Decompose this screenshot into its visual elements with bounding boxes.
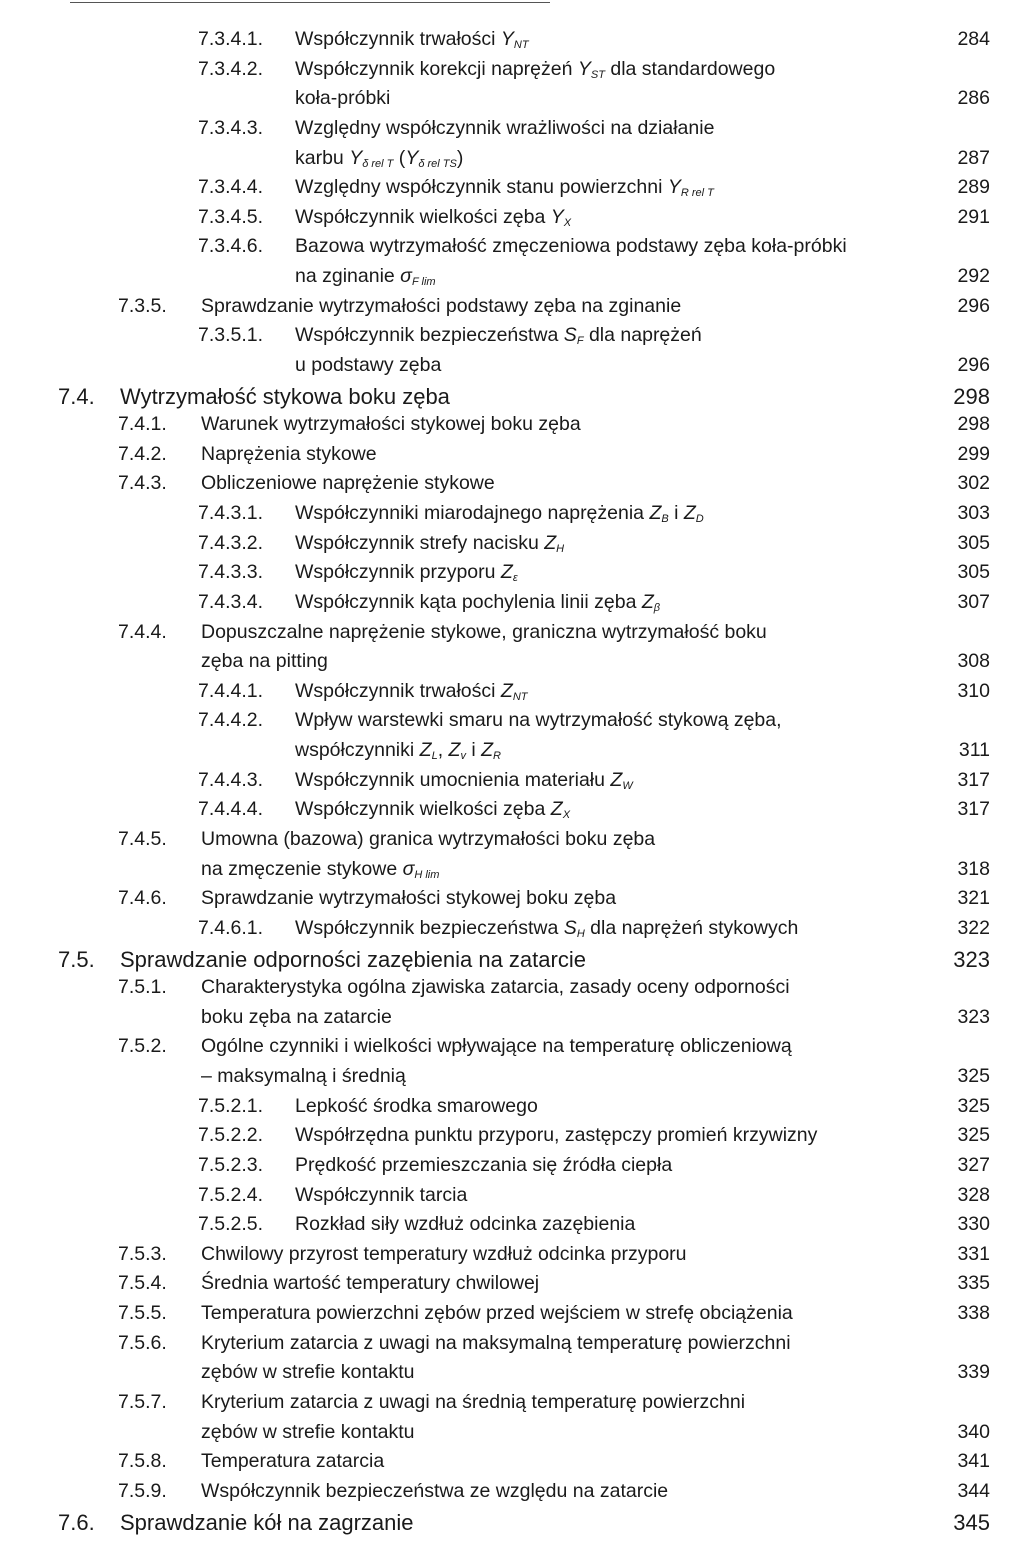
- toc-entry-number: 7.6.: [58, 1509, 95, 1535]
- toc-entry-number: 7.4.3.1.: [198, 502, 264, 525]
- toc-entry-title: na zmęczenie stykowe $\sigma_{H lim}$: [201, 857, 440, 881]
- toc-entry-line: [0, 324, 1032, 354]
- toc-entry-page-number: 321: [957, 887, 990, 910]
- toc-entry-number: 7.5.2.4.: [198, 1183, 264, 1206]
- toc-entry-page-number: 323: [957, 1005, 990, 1028]
- toc-entry-title: Współczynnik strefy nacisku $Z_H$: [295, 531, 565, 555]
- toc-entry-title: koła-próbki: [295, 87, 391, 110]
- toc-entry-title: boku zęba na zatarcie: [201, 1005, 392, 1028]
- page-top-rule: [70, 2, 550, 3]
- toc-entry-number: 7.4.6.1.: [198, 916, 264, 939]
- toc-entry-title: Współczynnik bezpieczeństwa $S_F$ dla naprężeń: [295, 324, 702, 348]
- toc-entry-line: [0, 621, 1032, 651]
- toc-entry-number: 7.4.2.: [118, 442, 167, 465]
- toc-entry-page-number: 317: [957, 798, 990, 821]
- toc-entry-title: Rozkład siły wzdłuż odcinka zazębienia: [295, 1213, 636, 1236]
- toc-entry-number: 7.3.4.3.: [198, 116, 264, 139]
- toc-entry-line: [0, 117, 1032, 147]
- toc-entry-line: [0, 176, 1032, 206]
- toc-entry-line: [0, 1480, 1032, 1510]
- toc-entry-number: 7.5.2.1.: [198, 1094, 264, 1117]
- toc-entry-title: Warunek wytrzymałości stykowej boku zęba: [201, 413, 581, 436]
- toc-entry-number: 7.4.4.1.: [198, 679, 264, 702]
- toc-entry-line: [0, 58, 1032, 88]
- toc-entry-number: 7.5.6.: [118, 1331, 167, 1354]
- toc-entry-line: [0, 976, 1032, 1006]
- toc-entry-title: karbu $Y_{\delta rel T}$ $(Y_{\delta rel TS})$: [295, 146, 464, 170]
- toc-entry-title: Sprawdzanie wytrzymałości podstawy zęba na zginanie: [201, 294, 682, 317]
- toc-entry-line: [0, 591, 1032, 621]
- toc-entry-title: Kryterium zatarcia z uwagi na maksymalną temperaturę powierzchni: [201, 1331, 791, 1354]
- toc-entry-page-number: 331: [957, 1242, 990, 1265]
- toc-entry-page-number: 296: [957, 294, 990, 317]
- toc-entry-page-number: 325: [957, 1124, 990, 1147]
- toc-entry-page-number: 291: [957, 205, 990, 228]
- toc-entry-title: Współczynnik trwałości $Y_{NT}$: [295, 28, 529, 51]
- toc-entry-title: Współczynniki miarodajnego naprężenia $Z_B$ i $Z_D$: [295, 502, 704, 526]
- toc-entry-line: [0, 1124, 1032, 1154]
- toc-entry-page-number: 298: [957, 413, 990, 436]
- toc-entry-line: [0, 147, 1032, 177]
- toc-entry-line: [0, 561, 1032, 591]
- toc-entry-number: 7.3.4.1.: [198, 28, 264, 50]
- toc-entry-line: [0, 917, 1032, 947]
- toc-entry-line: [0, 472, 1032, 502]
- toc-entry-number: 7.3.4.6.: [198, 235, 264, 258]
- toc-entry-line: [0, 384, 1032, 414]
- toc-entry-line: [0, 1184, 1032, 1214]
- toc-entry-line: [0, 1065, 1032, 1095]
- toc-entry-title: Współczynnik trwałości $Z_{NT}$: [295, 679, 528, 703]
- toc-entry-line: [0, 1421, 1032, 1451]
- toc-entry-number: 7.5.1.: [118, 976, 167, 999]
- toc-entry-line: [0, 1361, 1032, 1391]
- toc-entry-title: Prędkość przemieszczania się źródła ciepła: [295, 1153, 673, 1176]
- toc-entry-line: [0, 1095, 1032, 1125]
- toc-entry-title: Średnia wartość temperatury chwilowej: [201, 1272, 540, 1295]
- toc-entry-title: Obliczeniowe naprężenie stykowe: [201, 472, 495, 495]
- toc-entry-page-number: 305: [957, 561, 990, 584]
- toc-entry-page-number: 292: [957, 265, 990, 288]
- toc-entry-title: Charakterystyka ogólna zjawiska zatarcia, zasady oceny odporności: [201, 976, 790, 999]
- toc-entry-title: Współczynnik korekcji naprężeń $Y_{ST}$ dla standardowego: [295, 57, 776, 81]
- toc-entry-number: 7.4.5.: [118, 828, 167, 850]
- toc-entry-line: [0, 443, 1032, 473]
- toc-entry-page-number: 330: [957, 1213, 990, 1236]
- toc-entry-title: Współrzędna punktu przyporu, zastępczy promień krzywizny: [295, 1124, 818, 1147]
- toc-entry-title: Sprawdzanie wytrzymałości stykowej boku zęba: [201, 887, 617, 910]
- toc-entry-number: 7.4.4.: [118, 620, 167, 643]
- toc-entry-number: 7.4.: [58, 383, 95, 409]
- toc-entry-number: 7.5.4.: [118, 1272, 167, 1295]
- toc-entry-line: [0, 413, 1032, 443]
- toc-entry-page-number: 325: [957, 1065, 990, 1088]
- toc-entry-page-number: 284: [957, 28, 990, 50]
- toc-entry-page-number: 322: [957, 916, 990, 939]
- toc-entry-number: 7.3.4.2.: [198, 57, 264, 80]
- toc-entry-page-number: 325: [957, 1094, 990, 1117]
- toc-entry-title: Wytrzymałość stykowa boku zęba: [120, 383, 450, 409]
- toc-entry-line: [0, 1510, 1032, 1540]
- toc-entry-page-number: 335: [957, 1272, 990, 1295]
- toc-entry-number: 7.4.1.: [118, 413, 167, 436]
- toc-entry-number: 7.4.3.4.: [198, 590, 264, 613]
- toc-entry-title: zęba na pitting: [201, 650, 328, 673]
- toc-entry-title: Temperatura zatarcia: [201, 1450, 385, 1473]
- toc-entry-title: Lepkość środka smarowego: [295, 1094, 538, 1117]
- toc-entry-line: [0, 502, 1032, 532]
- toc-entry-title: Współczynnik kąta pochylenia linii zęba $Z_\beta$: [295, 590, 661, 614]
- toc-entry-line: [0, 532, 1032, 562]
- toc-entry-line: [0, 680, 1032, 710]
- toc-entry-number: 7.5.5.: [118, 1302, 167, 1325]
- toc-entry-number: 7.4.3.2.: [198, 531, 264, 554]
- toc-entry-page-number: 298: [953, 383, 990, 409]
- toc-entry-page-number: 307: [957, 590, 990, 613]
- toc-entry-page-number: 341: [957, 1450, 990, 1473]
- toc-entry-page-number: 308: [957, 650, 990, 673]
- toc-entry-title: Współczynnik umocnienia materiału $Z_W$: [295, 768, 633, 792]
- toc-entry-page-number: 289: [957, 176, 990, 199]
- toc-entry-title: Naprężenia stykowe: [201, 442, 377, 465]
- toc-entry-page-number: 296: [957, 353, 990, 376]
- toc-entry-line: [0, 739, 1032, 769]
- toc-entry-number: 7.3.5.: [118, 294, 167, 317]
- toc-entry-page-number: 287: [957, 146, 990, 169]
- toc-entry-title: Kryterium zatarcia z uwagi na średnią temperaturę powierzchni: [201, 1390, 746, 1413]
- toc-entry-number: 7.5.8.: [118, 1450, 167, 1473]
- toc-entry-title: zębów w strefie kontaktu: [201, 1361, 415, 1384]
- toc-entry-line: [0, 1332, 1032, 1362]
- toc-entry-title: Ogólne czynniki i wielkości wpływające na temperaturę obliczeniową: [201, 1035, 792, 1058]
- toc-entry-page-number: 310: [957, 679, 990, 702]
- toc-entry-line: [0, 828, 1032, 858]
- toc-entry-title: Współczynnik wielkości zęba $Y_X$: [295, 205, 572, 229]
- toc-entry-number: 7.5.2.5.: [198, 1213, 264, 1236]
- toc-entry-line: [0, 295, 1032, 325]
- toc-entry-title: – maksymalną i średnią: [201, 1065, 406, 1088]
- toc-entry-line: [0, 1213, 1032, 1243]
- toc-entry-line: [0, 1302, 1032, 1332]
- toc-entry-line: [0, 1391, 1032, 1421]
- toc-entry-number: 7.5.: [58, 946, 95, 972]
- toc-entry-number: 7.4.4.2.: [198, 709, 264, 732]
- toc-entry-number: 7.5.9.: [118, 1479, 167, 1502]
- toc-entry-number: 7.3.4.5.: [198, 205, 264, 228]
- toc-entry-title: Współczynnik wielkości zęba $Z_X$: [295, 798, 571, 822]
- toc-entry-page-number: 339: [957, 1361, 990, 1384]
- toc-entry-line: [0, 28, 1032, 58]
- toc-entry-title: Współczynnik tarcia: [295, 1183, 468, 1206]
- toc-entry-page-number: 302: [957, 472, 990, 495]
- toc-entry-line: [0, 887, 1032, 917]
- toc-entry-line: [0, 1450, 1032, 1480]
- toc-entry-line: [0, 947, 1032, 977]
- toc-entry-title: Względny współczynnik wrażliwości na działanie: [295, 116, 715, 139]
- toc-entry-title: Bazowa wytrzymałość zmęczeniowa podstawy zęba koła-próbki: [295, 235, 847, 258]
- toc-entry-title: zębów w strefie kontaktu: [201, 1420, 415, 1443]
- toc-entry-line: [0, 650, 1032, 680]
- toc-entry-title: Temperatura powierzchni zębów przed wejściem w strefę obciążenia: [201, 1302, 793, 1325]
- toc-entry-number: 7.5.2.3.: [198, 1153, 264, 1176]
- toc-entry-page-number: 305: [957, 531, 990, 554]
- toc-entry-number: 7.4.4.3.: [198, 768, 264, 791]
- toc-entry-line: [0, 858, 1032, 888]
- toc-entry-line: [0, 354, 1032, 384]
- toc-entry-title: Dopuszczalne naprężenie stykowe, graniczna wytrzymałość boku: [201, 620, 767, 643]
- toc-entry-line: [0, 206, 1032, 236]
- toc-entry-line: [0, 1154, 1032, 1184]
- toc-entry-page-number: 311: [958, 739, 990, 762]
- toc-entry-title: Umowna (bazowa) granica wytrzymałości boku zęba: [201, 828, 656, 850]
- toc-entry-number: 7.5.3.: [118, 1242, 167, 1265]
- toc-entry-title: Współczynnik przyporu $Z_\varepsilon$: [295, 561, 518, 585]
- toc-entry-line: [0, 709, 1032, 739]
- toc-entry-line: [0, 87, 1032, 117]
- toc-entry-number: 7.4.3.: [118, 472, 167, 495]
- toc-entry-line: [0, 1243, 1032, 1273]
- toc-entry-page-number: 345: [953, 1509, 990, 1535]
- toc-entry-page-number: 338: [957, 1302, 990, 1325]
- toc-entry-title: u podstawy zęba: [295, 353, 442, 376]
- toc-entry-page-number: 344: [957, 1479, 990, 1502]
- toc-entry-page-number: 317: [957, 768, 990, 791]
- toc-entry-number: 7.5.2.2.: [198, 1124, 264, 1147]
- toc-entry-page-number: 328: [957, 1183, 990, 1206]
- toc-entry-title: Sprawdzanie odporności zazębienia na zatarcie: [120, 946, 586, 972]
- toc-entry-page-number: 299: [957, 442, 990, 465]
- toc-entry-title: na zginanie $\sigma_{F lim}$: [295, 265, 436, 289]
- toc-entry-title: Chwilowy przyrost temperatury wzdłuż odcinka przyporu: [201, 1242, 687, 1265]
- toc-entry-page-number: 327: [957, 1153, 990, 1176]
- toc-entry-number: 7.3.5.1.: [198, 324, 264, 347]
- toc-entry-title: Wpływ warstewki smaru na wytrzymałość stykową zęba,: [295, 709, 782, 732]
- toc-entry-number: 7.4.3.3.: [198, 561, 264, 584]
- toc-entry-page-number: 323: [953, 946, 990, 972]
- toc-entry-title: Sprawdzanie kół na zagrzanie: [120, 1509, 414, 1535]
- toc-entry-number: 7.5.2.: [118, 1035, 167, 1058]
- toc-entry-line: [0, 1006, 1032, 1036]
- toc-entry-number: 7.4.6.: [118, 887, 167, 910]
- toc-entry-number: 7.5.7.: [118, 1390, 167, 1413]
- toc-entry-title: współczynniki $Z_L$, $Z_v$ i $Z_R$: [295, 739, 501, 763]
- toc-entry-page-number: 340: [957, 1420, 990, 1443]
- toc-entry-number: 7.3.4.4.: [198, 176, 264, 199]
- toc-entry-line: [0, 1272, 1032, 1302]
- toc-entry-title: Względny współczynnik stanu powierzchni $Y_{R rel T}$: [295, 176, 714, 200]
- toc-entry-line: [0, 1035, 1032, 1065]
- toc-entry-line: [0, 235, 1032, 265]
- toc-entry-number: 7.4.4.4.: [198, 798, 264, 821]
- toc-entry-page-number: 303: [957, 502, 990, 525]
- toc-entry-line: [0, 265, 1032, 295]
- toc-entry-title: Współczynnik bezpieczeństwa ze względu na zatarcie: [201, 1479, 669, 1502]
- toc-entry-page-number: 318: [957, 857, 990, 880]
- toc-entry-line: [0, 769, 1032, 799]
- toc-entry-page-number: 286: [957, 87, 990, 110]
- toc-entry-line: [0, 798, 1032, 828]
- toc-entry-title: Współczynnik bezpieczeństwa $S_H$ dla naprężeń stykowych: [295, 916, 799, 940]
